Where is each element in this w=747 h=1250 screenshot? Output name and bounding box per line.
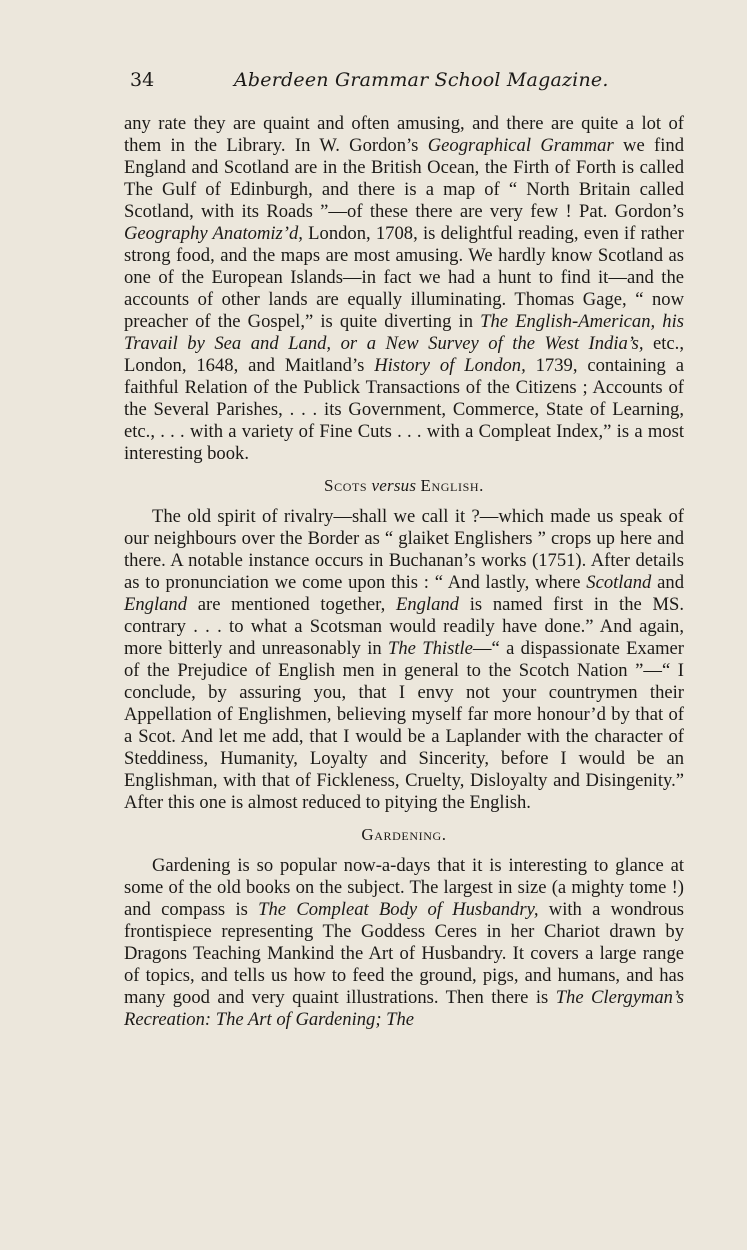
heading-word: Scots	[324, 476, 368, 495]
heading-word: Gardening.	[361, 825, 447, 844]
italic-word: England	[124, 594, 188, 615]
text-run: and	[651, 572, 684, 593]
italic-word: Scotland	[586, 572, 652, 593]
section-heading-gardening	[124, 824, 684, 847]
book-title: The Thistle	[388, 638, 473, 659]
page-number: 34	[130, 69, 155, 91]
book-title: The Compleat Body of Husbandry,	[258, 899, 539, 920]
paragraph-libraries	[124, 113, 684, 465]
book-title: Geography Anatomiz’d,	[124, 223, 303, 244]
text-run: we find England and Scotland are in the British Ocean, the Firth of Forth is called The Gulf of Edinburgh, and there is a map of “ North Britain called Scotland, with its Roads ”—of these there are very few ! Pat. Gordon’s	[124, 135, 684, 222]
book-title: History of London,	[374, 355, 526, 376]
section-heading-scots-versus-english	[124, 475, 684, 498]
text-run: Gardening is so popular now-a-days that it is interesting to glance at some of the old books on the subject. The largest in size (a mighty tome !) and compass is	[124, 855, 684, 920]
text-run: are mentioned together,	[187, 594, 396, 615]
magazine-page	[124, 64, 684, 1031]
book-title: Geographical Grammar	[427, 135, 614, 156]
text-run: 1739, containing a faithful Relation of the Publick Transactions of the Citizens ; Accounts of the Several Parishes, . . . its Government, Commerce, State of Learning, etc., . . . with a variety of Fine Cuts . . . with a Compleat Index,” is a most interesting book.	[124, 355, 684, 464]
text-run: —“ a dispassionate Examer of the Prejudice of English men in general to the Scotch Nation ”—“ I conclude, by assuring you, that I envy not your countrymen their Appellation of Englishmen, believing myself far more honour’d by that of a Scot. And let me add, that I would be a Laplander with the character of Steddiness, Humanity, Loyalty and Sincerity, before I would be an Englishman, with that of Fickleness, Cruelty, Disloyalty and Disingenity.” After this one is almost reduced to pitying the English.	[124, 638, 684, 813]
paragraph-rivalry	[124, 506, 684, 814]
running-title: Aberdeen Grammar School Magazine.	[234, 69, 609, 91]
text-run: etc., London, 1648, and Maitland’s	[124, 333, 684, 376]
text-run: with a wondrous frontispiece representing The Goddess Ceres in her Chariot drawn by Dragons Teaching Mankind the Art of Husbandry. It covers a large range of topics, and tells us how to feed the ground, pigs, and humans, and has many good and very quaint illustrations. Then there is	[124, 899, 684, 1008]
text-run: The old spirit of rivalry—shall we call it ?—which made us speak of our neighbours over the Border as “ glaiket Englishers ” crops up here and there. A notable instance occurs in Buchanan’s works (1751). After details as to pronunciation we come upon this : “ And lastly, where	[124, 506, 684, 593]
running-header	[124, 64, 684, 96]
heading-word: English.	[420, 476, 484, 495]
heading-word: versus	[371, 476, 417, 495]
text-run: London, 1708, is delightful reading, even if rather strong food, and the maps are most amusing. We hardly know Scotland as one of the European Islands—in fact we had a hunt to find it—and the accounts of other lands are equally illuminating. Thomas Gage, “ now preacher of the Gospel,” is quite diverting in	[124, 223, 684, 332]
paragraph-gardening	[124, 855, 684, 1031]
body-text	[124, 113, 684, 1031]
text-run: is named first in the MS. contrary . . . to what a Scotsman would readily have done.” And again, more bitterly and unreasonably in	[124, 594, 684, 659]
book-title: The English-American, his Travail by Sea and Land, or a New Survey of the West India’s,	[124, 311, 684, 354]
text-run: any rate they are quaint and often amusing, and there are quite a lot of them in the Library. In W. Gordon’s	[124, 113, 684, 156]
book-title: The Clergyman’s Recreation: The Art of Gardening; The	[124, 987, 685, 1030]
italic-word: England	[395, 594, 459, 615]
